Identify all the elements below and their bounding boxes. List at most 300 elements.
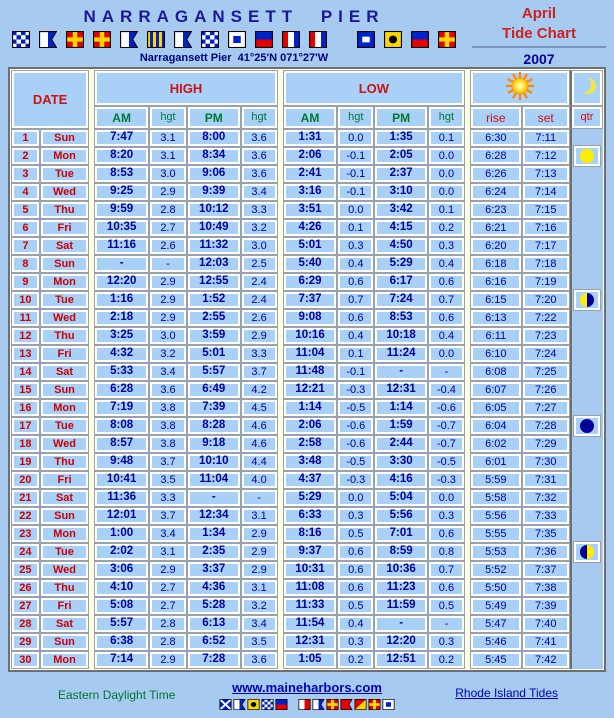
- chart-label: Tide Chart: [502, 25, 576, 42]
- low-am-height: 0.3: [337, 633, 374, 651]
- low-pm-time: 1:59: [374, 417, 428, 435]
- signal-flag-R-icon: [327, 699, 339, 710]
- sunrise-time: 6:01: [470, 453, 521, 471]
- day-name: Mon: [40, 273, 89, 291]
- header-row-2: [11, 106, 603, 129]
- day-name: Fri: [40, 345, 89, 363]
- low-am-time: 4:37: [283, 471, 338, 489]
- high-am-height: 2.7: [149, 579, 187, 597]
- high-am-height: 3.8: [149, 417, 187, 435]
- sun-icon: [505, 71, 535, 101]
- sunrise-time: 6:24: [470, 183, 521, 201]
- low-pm-height: 0.4: [428, 327, 465, 345]
- low-am-height: -0.5: [337, 453, 374, 471]
- day-name: Thu: [40, 201, 89, 219]
- high-pm-height: 2.6: [241, 309, 278, 327]
- signal-flag-S-icon: [228, 31, 246, 48]
- high-pm-time: 10:49: [187, 219, 241, 237]
- high-pm-height: 2.5: [241, 255, 278, 273]
- high-pm-time: 6:13: [187, 615, 241, 633]
- tide-row-day-7: [11, 237, 603, 255]
- tide-row-day-28: [11, 615, 603, 633]
- day-name: Thu: [40, 579, 89, 597]
- date-number: 21: [11, 489, 40, 507]
- high-pm-time: 4:36: [187, 579, 241, 597]
- low-pm-height: 0.7: [428, 561, 465, 579]
- sunrise-time: 6:15: [470, 291, 521, 309]
- sunset-time: 7:32: [522, 489, 570, 507]
- tide-row-day-24: [11, 543, 603, 561]
- high-am-height: 3.1: [149, 147, 187, 165]
- signal-flag-E-icon: [255, 31, 273, 48]
- high-pm-time: 1:52: [187, 291, 241, 309]
- month-label: April: [521, 5, 557, 22]
- signal-flag-P-icon: [357, 31, 375, 48]
- signal-flag-A-icon: [234, 699, 246, 710]
- high-am-time: 4:32: [94, 345, 149, 363]
- high-pm-time: 8:00: [187, 129, 241, 147]
- moon-phase-last-quarter-icon: [580, 293, 594, 307]
- signal-flag-O-icon: [355, 699, 367, 710]
- sunset-time: 7:23: [522, 327, 570, 345]
- low-pm-time: 1:14: [374, 399, 428, 417]
- signal-flag-N-icon: [12, 31, 30, 48]
- high-pm-height: 3.4: [241, 615, 278, 633]
- low-am-time: 12:31: [283, 633, 338, 651]
- high-am-height: 3.0: [149, 165, 187, 183]
- high-pm-height: 2.9: [241, 525, 278, 543]
- sunset-time: 7:22: [522, 309, 570, 327]
- low-pm-time: -: [374, 615, 428, 633]
- low-am-time: 11:04: [283, 345, 338, 363]
- day-name: Tue: [40, 417, 89, 435]
- footer-signal-flags: [220, 699, 395, 710]
- signal-flag-A-icon: [174, 31, 192, 48]
- day-name: Tue: [40, 543, 89, 561]
- date-number: 22: [11, 507, 40, 525]
- low-am-height: 0.4: [337, 327, 374, 345]
- low-am-height: -0.6: [337, 435, 374, 453]
- low-am-height: 0.4: [337, 255, 374, 273]
- low-am-time: 7:37: [283, 291, 338, 309]
- low-am-time: 12:21: [283, 381, 338, 399]
- moon-qtr-cell: [570, 651, 603, 669]
- low-am-height: 0.7: [337, 291, 374, 309]
- date-number: 27: [11, 597, 40, 615]
- divider: [472, 46, 606, 48]
- day-name: Sun: [40, 255, 89, 273]
- moon-qtr-cell: [570, 345, 603, 363]
- high-am-height: 2.9: [149, 183, 187, 201]
- high-pm-time: 10:10: [187, 453, 241, 471]
- low-am-time: 6:29: [283, 273, 338, 291]
- high-am-time: 11:16: [94, 237, 149, 255]
- year-label: 2007: [523, 51, 555, 67]
- timezone-label: Eastern Daylight Time: [58, 688, 176, 702]
- high-pm-height: 3.2: [241, 597, 278, 615]
- high-pm-time: 9:39: [187, 183, 241, 201]
- high-am-height: 3.0: [149, 327, 187, 345]
- sunrise-time: 6:18: [470, 255, 521, 273]
- moon-qtr-cell: [570, 417, 603, 435]
- high-am-height: 3.7: [149, 507, 187, 525]
- moon-qtr-cell: [570, 381, 603, 399]
- high-am-time: 8:20: [94, 147, 149, 165]
- sunset-time: 7:27: [522, 399, 570, 417]
- high-am-time: 5:57: [94, 615, 149, 633]
- sunrise-time: 6:13: [470, 309, 521, 327]
- high-pm-height: 4.6: [241, 417, 278, 435]
- date-number: 13: [11, 345, 40, 363]
- high-pm-height: 4.4: [241, 453, 278, 471]
- sunrise-time: 6:23: [470, 201, 521, 219]
- high-am-height: 2.8: [149, 615, 187, 633]
- day-name: Sun: [40, 633, 89, 651]
- date-number: 14: [11, 363, 40, 381]
- page-title: NARRAGANSETT PIER: [83, 7, 385, 26]
- high-pm-time: 6:52: [187, 633, 241, 651]
- low-pm-height: 0.8: [428, 543, 465, 561]
- high-am-height: 3.8: [149, 435, 187, 453]
- low-am-height: -0.1: [337, 183, 374, 201]
- low-am-height: -0.3: [337, 381, 374, 399]
- moon-phase-box: [573, 541, 601, 563]
- moon-qtr-cell: [570, 237, 603, 255]
- high-am-height: 3.1: [149, 543, 187, 561]
- signal-flag-H-icon: [299, 699, 311, 710]
- high-am-time: -: [94, 255, 149, 273]
- day-name: Wed: [40, 183, 89, 201]
- high-pm-height: 3.0: [241, 237, 278, 255]
- low-am-height: -0.6: [337, 417, 374, 435]
- day-name: Mon: [40, 525, 89, 543]
- high-am-height: 2.9: [149, 309, 187, 327]
- rhode-island-tides-link[interactable]: Rhode Island Tides: [455, 686, 558, 700]
- low-pm-height: 0.3: [428, 237, 465, 255]
- moon-qtr-cell: [570, 327, 603, 345]
- moon-qtr-cell: [570, 255, 603, 273]
- high-pm-hgt-header: hgt: [241, 106, 278, 129]
- day-name: Thu: [40, 453, 89, 471]
- date-number: 26: [11, 579, 40, 597]
- high-pm-time: -: [187, 489, 241, 507]
- sunset-time: 7:14: [522, 183, 570, 201]
- low-pm-height: -: [428, 363, 465, 381]
- tide-row-day-27: [11, 597, 603, 615]
- high-pm-height: 3.1: [241, 579, 278, 597]
- high-am-time: 10:35: [94, 219, 149, 237]
- date-number: 9: [11, 273, 40, 291]
- maineharbors-link[interactable]: www.maineharbors.com: [232, 680, 382, 695]
- tide-row-day-16: [11, 399, 603, 417]
- high-am-height: 2.8: [149, 633, 187, 651]
- sunrise-time: 6:04: [470, 417, 521, 435]
- tide-row-day-20: [11, 471, 603, 489]
- sunrise-time: 6:02: [470, 435, 521, 453]
- low-pm-height: 0.0: [428, 147, 465, 165]
- date-number: 2: [11, 147, 40, 165]
- low-pm-height: 0.7: [428, 291, 465, 309]
- moon-crescent-icon: [577, 76, 597, 96]
- moon-phase-full-icon: [580, 149, 594, 163]
- tide-row-day-14: [11, 363, 603, 381]
- high-pm-time: 12:55: [187, 273, 241, 291]
- moon-qtr-cell: [570, 435, 603, 453]
- tide-row-day-23: [11, 525, 603, 543]
- low-pm-time: 7:01: [374, 525, 428, 543]
- low-pm-time: 3:30: [374, 453, 428, 471]
- signal-flag-T-icon: [282, 31, 300, 48]
- date-column-header: DATE: [11, 70, 89, 129]
- flag-word-gap: [290, 704, 297, 705]
- high-pm-time: 5:57: [187, 363, 241, 381]
- high-pm-time: 1:34: [187, 525, 241, 543]
- location-coordinates: [0, 52, 468, 64]
- sunset-time: 7:39: [522, 597, 570, 615]
- high-pm-height: 3.5: [241, 633, 278, 651]
- date-number: 7: [11, 237, 40, 255]
- signal-flag-I-icon: [248, 699, 260, 710]
- low-pm-height: 0.2: [428, 219, 465, 237]
- low-am-time: 2:41: [283, 165, 338, 183]
- day-name: Sun: [40, 381, 89, 399]
- high-pm-time: 5:28: [187, 597, 241, 615]
- moon-phase-box: [573, 289, 601, 311]
- low-pm-time: 3:10: [374, 183, 428, 201]
- low-pm-time: 7:24: [374, 291, 428, 309]
- sunrise-time: 6:26: [470, 165, 521, 183]
- tide-row-day-26: [11, 579, 603, 597]
- moon-qtr-cell: [570, 219, 603, 237]
- day-name: Tue: [40, 291, 89, 309]
- high-am-time: 5:33: [94, 363, 149, 381]
- day-name: Fri: [40, 219, 89, 237]
- signal-flag-R-icon: [93, 31, 111, 48]
- low-am-height: -0.1: [337, 363, 374, 381]
- high-am-height: 2.7: [149, 219, 187, 237]
- moon-qtr-cell: [570, 543, 603, 561]
- tide-row-day-1: [11, 129, 603, 147]
- sunrise-time: 5:50: [470, 579, 521, 597]
- signal-flag-E-icon: [276, 699, 288, 710]
- high-am-time: 12:20: [94, 273, 149, 291]
- high-am-time: 12:01: [94, 507, 149, 525]
- high-pm-height: 3.1: [241, 507, 278, 525]
- sunset-time: 7:17: [522, 237, 570, 255]
- low-pm-height: 0.4: [428, 255, 465, 273]
- moon-qtr-cell: [570, 507, 603, 525]
- high-pm-height: 2.4: [241, 273, 278, 291]
- low-pm-height: -0.3: [428, 471, 465, 489]
- low-pm-height: 0.1: [428, 201, 465, 219]
- moon-qtr-cell: [570, 597, 603, 615]
- flag-word-gap: [336, 39, 348, 40]
- low-am-height: 0.4: [337, 615, 374, 633]
- signal-flag-S-icon: [383, 699, 395, 710]
- high-am-time: 3:25: [94, 327, 149, 345]
- day-name: Sat: [40, 615, 89, 633]
- date-number: 12: [11, 327, 40, 345]
- low-am-height: 0.6: [337, 579, 374, 597]
- low-am-time: 1:14: [283, 399, 338, 417]
- high-am-time: 1:00: [94, 525, 149, 543]
- sunset-time: 7:29: [522, 435, 570, 453]
- low-pm-height: 0.0: [428, 165, 465, 183]
- high-pm-height: 4.5: [241, 399, 278, 417]
- moon-qtr-cell: [570, 183, 603, 201]
- high-pm-height: 3.3: [241, 201, 278, 219]
- sunrise-sunset-header: [470, 70, 570, 106]
- high-pm-time: 3:37: [187, 561, 241, 579]
- sunset-time: 7:37: [522, 561, 570, 579]
- high-pm-height: -: [241, 489, 278, 507]
- moon-qtr-cell: [570, 291, 603, 309]
- moon-qtr-cell: [570, 489, 603, 507]
- high-pm-time: 7:39: [187, 399, 241, 417]
- signal-flag-B-icon: [341, 699, 353, 710]
- low-pm-time: 5:56: [374, 507, 428, 525]
- high-am-time: 1:16: [94, 291, 149, 309]
- date-number: 29: [11, 633, 40, 651]
- low-am-height: -0.5: [337, 399, 374, 417]
- high-am-time: 9:59: [94, 201, 149, 219]
- sunset-time: 7:30: [522, 453, 570, 471]
- signal-flag-R-icon: [66, 31, 84, 48]
- low-am-height: 0.3: [337, 237, 374, 255]
- low-am-hgt-header: hgt: [337, 106, 374, 129]
- sunset-time: 7:31: [522, 471, 570, 489]
- low-pm-height: -0.5: [428, 453, 465, 471]
- sunrise-time: 5:55: [470, 525, 521, 543]
- signal-flag-R-icon: [438, 31, 456, 48]
- high-pm-time: 8:28: [187, 417, 241, 435]
- date-number: 19: [11, 453, 40, 471]
- tide-row-day-4: [11, 183, 603, 201]
- low-am-time: 8:16: [283, 525, 338, 543]
- low-am-time: 6:33: [283, 507, 338, 525]
- signal-flag-E-icon: [411, 31, 429, 48]
- day-name: Sun: [40, 129, 89, 147]
- sunrise-time: 6:05: [470, 399, 521, 417]
- high-pm-height: 3.6: [241, 165, 278, 183]
- high-pm-height: 3.4: [241, 183, 278, 201]
- sunrise-time: 5:52: [470, 561, 521, 579]
- high-am-time: 8:08: [94, 417, 149, 435]
- high-pm-height: 4.0: [241, 471, 278, 489]
- high-am-time: 7:19: [94, 399, 149, 417]
- signal-flag-N-icon: [262, 699, 274, 710]
- sunset-time: 7:26: [522, 381, 570, 399]
- moon-phase-box: [573, 145, 601, 167]
- signal-flag-G-icon: [147, 31, 165, 48]
- low-am-height: 0.1: [337, 219, 374, 237]
- low-am-time: 11:54: [283, 615, 338, 633]
- high-pm-time: 5:01: [187, 345, 241, 363]
- high-am-height: 3.5: [149, 471, 187, 489]
- sunrise-time: 5:53: [470, 543, 521, 561]
- low-am-time: 3:16: [283, 183, 338, 201]
- high-am-height: 3.8: [149, 399, 187, 417]
- high-am-time: 8:53: [94, 165, 149, 183]
- low-am-height: 0.1: [337, 345, 374, 363]
- sunset-time: 7:40: [522, 615, 570, 633]
- low-am-height: 0.0: [337, 129, 374, 147]
- low-pm-height: -0.4: [428, 381, 465, 399]
- low-am-time: 4:26: [283, 219, 338, 237]
- high-am-hgt-header: hgt: [149, 106, 187, 129]
- high-am-time: 7:47: [94, 129, 149, 147]
- low-am-height: -0.3: [337, 471, 374, 489]
- date-number: 20: [11, 471, 40, 489]
- moon-phase-new-icon: [580, 419, 594, 433]
- low-pm-time: 5:04: [374, 489, 428, 507]
- month-box: [472, 5, 606, 67]
- date-number: 1: [11, 129, 40, 147]
- date-number: 25: [11, 561, 40, 579]
- signal-flag-T-icon: [309, 31, 327, 48]
- sunset-time: 7:28: [522, 417, 570, 435]
- low-am-time: 11:08: [283, 579, 338, 597]
- sunrise-time: 5:59: [470, 471, 521, 489]
- high-pm-time: 8:34: [187, 147, 241, 165]
- day-name: Fri: [40, 597, 89, 615]
- low-am-height: 0.0: [337, 201, 374, 219]
- page-header: [0, 0, 614, 67]
- day-name: Wed: [40, 309, 89, 327]
- day-name: Sat: [40, 489, 89, 507]
- high-pm-time: 6:49: [187, 381, 241, 399]
- moon-qtr-cell: [570, 309, 603, 327]
- low-am-time: 2:06: [283, 147, 338, 165]
- low-am-time: 10:16: [283, 327, 338, 345]
- high-pm-height: 3.6: [241, 147, 278, 165]
- high-pm-time: 2:35: [187, 543, 241, 561]
- date-number: 3: [11, 165, 40, 183]
- tide-row-day-19: [11, 453, 603, 471]
- tide-row-day-25: [11, 561, 603, 579]
- moon-qtr-cell: [570, 147, 603, 165]
- low-pm-height: 0.3: [428, 633, 465, 651]
- signal-flag-A-icon: [39, 31, 57, 48]
- sunrise-time: 6:08: [470, 363, 521, 381]
- low-am-height: 0.0: [337, 489, 374, 507]
- day-name: Mon: [40, 147, 89, 165]
- low-am-height: -0.1: [337, 147, 374, 165]
- low-pm-time: 2:37: [374, 165, 428, 183]
- tide-row-day-12: [11, 327, 603, 345]
- tide-row-day-15: [11, 381, 603, 399]
- sunset-time: 7:16: [522, 219, 570, 237]
- low-am-height: 0.5: [337, 525, 374, 543]
- sunset-time: 7:33: [522, 507, 570, 525]
- sunset-time: 7:12: [522, 147, 570, 165]
- low-pm-time: 11:59: [374, 597, 428, 615]
- tide-row-day-8: [11, 255, 603, 273]
- high-pm-height: 2.9: [241, 327, 278, 345]
- low-pm-time: 3:42: [374, 201, 428, 219]
- high-am-height: 3.2: [149, 345, 187, 363]
- low-pm-height: 0.6: [428, 579, 465, 597]
- sunrise-time: 6:10: [470, 345, 521, 363]
- high-pm-height: 4.2: [241, 381, 278, 399]
- tide-row-day-29: [11, 633, 603, 651]
- high-am-height: -: [149, 255, 187, 273]
- signal-flag-N-icon: [201, 31, 219, 48]
- sunrise-time: 6:28: [470, 147, 521, 165]
- date-number: 24: [11, 543, 40, 561]
- sunrise-time: 5:45: [470, 651, 521, 669]
- high-pm-time: 7:28: [187, 651, 241, 669]
